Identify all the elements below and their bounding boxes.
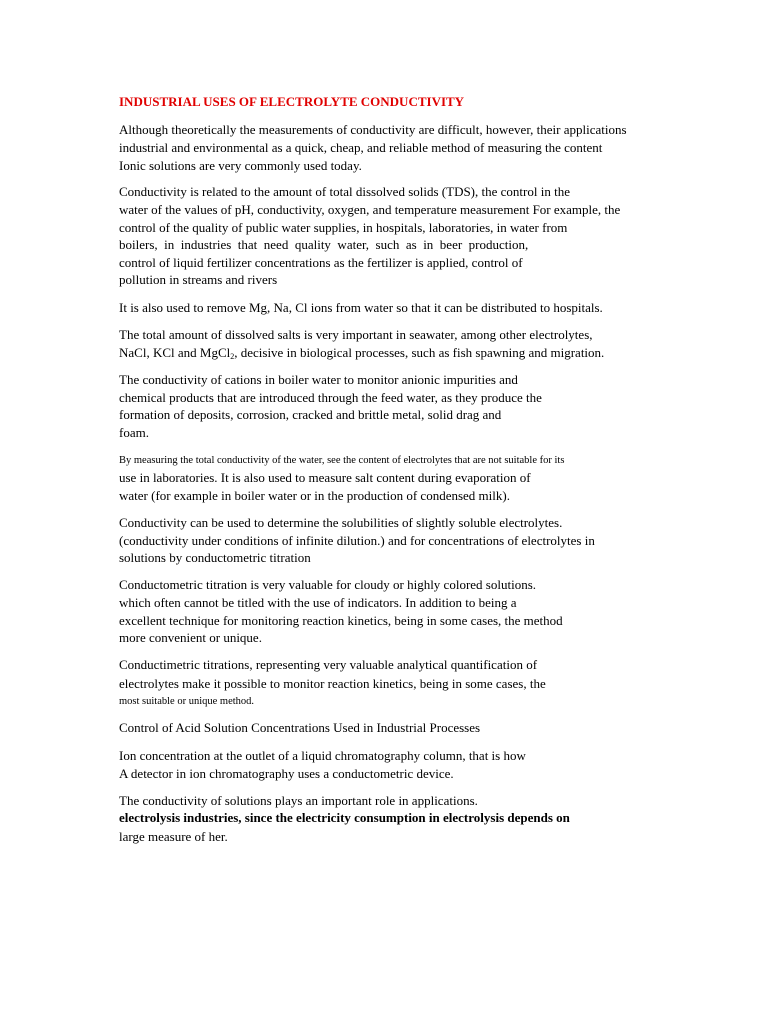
text-line: water (for example in boiler water or in the production of condensed milk). — [119, 488, 510, 503]
text-line: large measure of her. — [119, 829, 228, 844]
text-line: more convenient or unique. — [119, 630, 262, 645]
text-line: Although theoretically the measurements of conductivity are difficult, however, their applications — [119, 122, 627, 137]
text-line: chemical products that are introduced through the feed water, as they produce the — [119, 390, 542, 405]
text-line: control of the quality of public water supplies, in hospitals, laboratories, in water from — [119, 220, 568, 235]
text-line: excellent technique for monitoring reaction kinetics, being in some cases, the method — [119, 613, 563, 628]
text-line: solutions by conductometric titration — [119, 550, 311, 565]
text-line: Ion concentration at the outlet of a liquid chromatography column, that is how — [119, 748, 526, 763]
text-line: A detector in ion chromatography uses a conductometric device. — [119, 766, 454, 781]
text-line: The total amount of dissolved salts is very important in seawater, among other electrolytes, — [119, 327, 593, 342]
text-segment: , decisive in biological processes, such as fish spawning and migration. — [234, 345, 605, 360]
text-line: water of the values of pH, conductivity, oxygen, and temperature measurement For example, the — [119, 202, 621, 217]
text-line: It is also used to remove Mg, Na, Cl ions from water so that it can be distributed to hospitals. — [119, 300, 603, 315]
text-line: Conductometric titration is very valuable for cloudy or highly colored solutions. — [119, 577, 536, 592]
text-line: use in laboratories. It is also used to measure salt content during evaporation of — [119, 470, 531, 485]
text-line: control of liquid fertilizer concentrations as the fertilizer is applied, control of — [119, 255, 523, 270]
text-line: Conductimetric titrations, representing very valuable analytical quantification of — [119, 657, 538, 672]
text-line: Ionic solutions are very commonly used today. — [119, 158, 362, 173]
text-line — [119, 345, 604, 361]
text-line: formation of deposits, corrosion, cracked and brittle metal, solid drag and — [119, 407, 502, 422]
text-line: Conductivity can be used to determine the solubilities of slightly soluble electrolytes. — [119, 515, 563, 530]
text-segment: NaCl, KCl and MgCl — [119, 345, 231, 360]
text-line: electrolytes make it possible to monitor reaction kinetics, being in some cases, the — [119, 676, 546, 691]
text-line: boilers, in industries that need quality water, such as in beer production, — [119, 237, 529, 252]
text-line: By measuring the total conductivity of the water, see the content of electrolytes that are not suitable for its — [119, 455, 565, 466]
text-line: which often cannot be titled with the use of indicators. In addition to being a — [119, 595, 517, 610]
text-line: industrial and environmental as a quick, cheap, and reliable method of measuring the content — [119, 140, 603, 155]
document-title: INDUSTRIAL USES OF ELECTROLYTE CONDUCTIVITY — [119, 94, 465, 109]
text-line: (conductivity under conditions of infinite dilution.) and for concentrations of electrolytes in — [119, 533, 595, 548]
text-line: Control of Acid Solution Concentrations Used in Industrial Processes — [119, 720, 481, 735]
text-line: The conductivity of cations in boiler water to monitor anionic impurities and — [119, 372, 518, 387]
text-line: most suitable or unique method. — [119, 696, 255, 707]
text-line: Conductivity is related to the amount of total dissolved solids (TDS), the control in the — [119, 184, 570, 199]
text-line: The conductivity of solutions plays an important role in applications. — [119, 793, 478, 808]
text-line: foam. — [119, 425, 149, 440]
subscript-text: 2 — [230, 352, 235, 361]
text-line: pollution in streams and rivers — [119, 272, 278, 287]
text-line: electrolysis industries, since the electricity consumption in electrolysis depends on — [119, 810, 570, 825]
